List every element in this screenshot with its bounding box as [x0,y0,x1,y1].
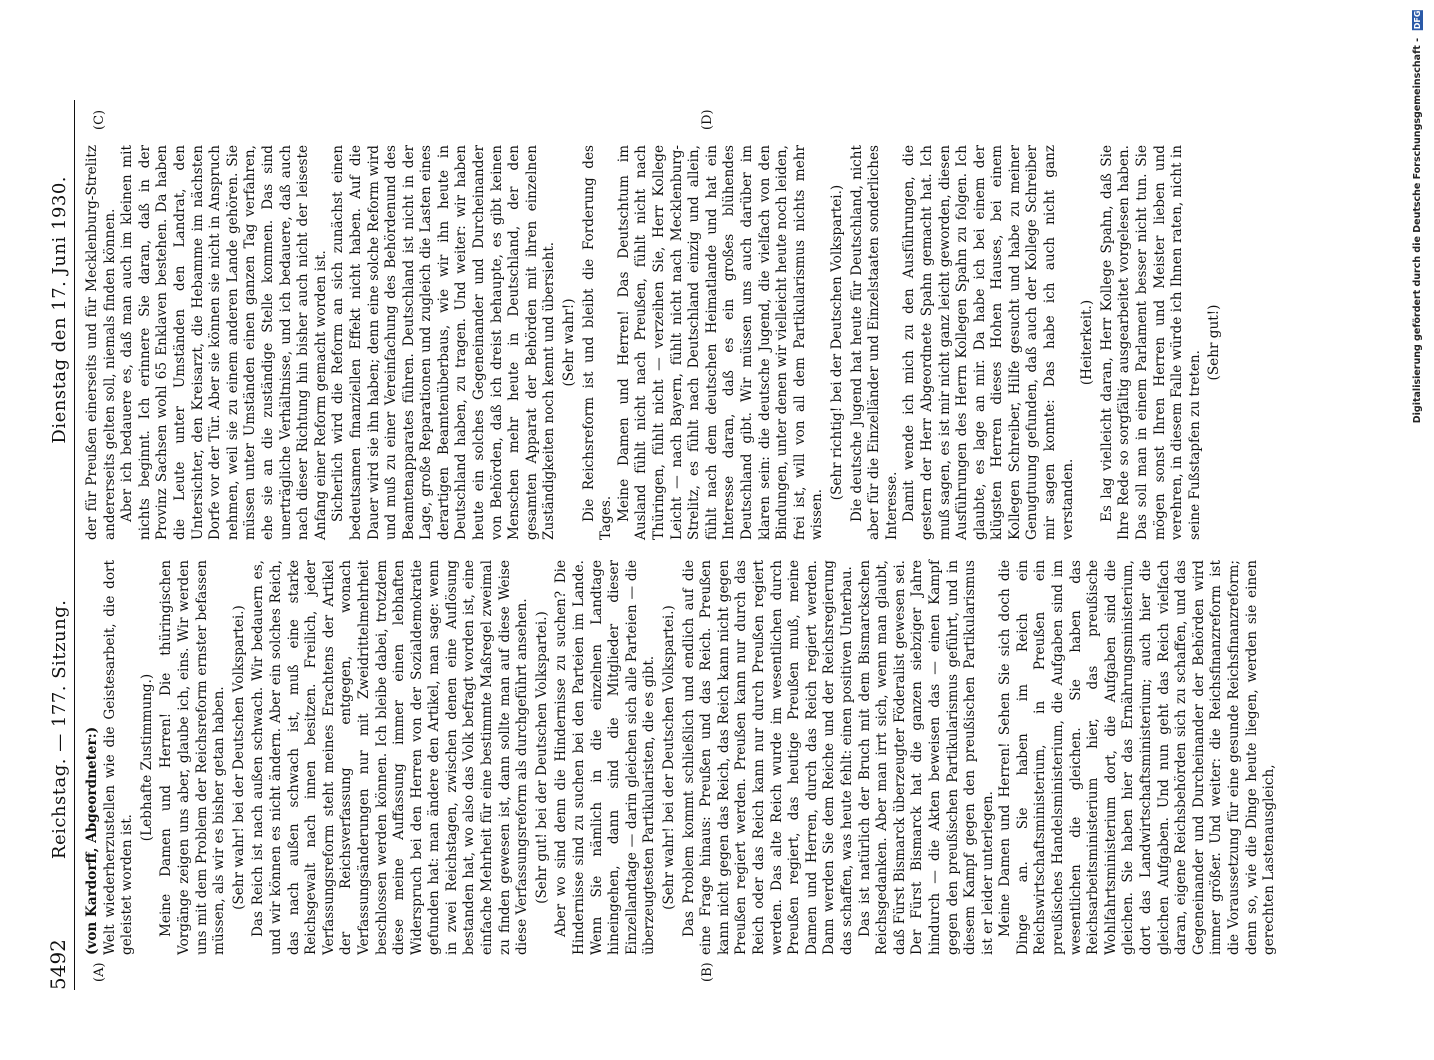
paragraph: Aber wo sind denn die Hindernisse zu suchen? Die Hindernisse sind zu suchen bei den Parteien im Lande. Wenn Sie nämlich in die einzelnen Landtage hineingehen, dann sind die Mitglieder dieser Einzellandtage — darin gleichen sich alle Parteien — die überzeugtesten Partikularisten, die es gibt. [553,560,658,955]
paragraph: Es lag vielleicht daran, Herr Kollege Spahn, daß Sie Ihre Rede so sorgfältig ausgearbeitet vorgelesen haben. Das soll man in einem Parlament besser nicht tun. Sie mögen sonst Ihren Herren und Meister lieben und verehren, in diesem Falle würde ich Ihnen raten, nicht in seine Fußstapfen zu treten. [1098,145,1203,540]
remark: (Sehr wahr!) [561,298,578,387]
session-title: Reichstag. — 177. Sitzung. [49,599,70,860]
margin-mark-b: (B) [700,962,715,982]
paragraph: Damit wende ich mich zu den Ausführungen, die gestern der Herr Abgeordnete Spahn gemacht hat. Ich muß sagen, es ist mir nicht ganz leicht geworden, diesen Ausführungen des Herrn Kollegen Spahn zu folgen. Ich glaubte, es lage an mir. Da habe ich bei einem der klügsten Herren dieses Hohen Hauses, bei einem Kollegen Schreiber, Hilfe gesucht und habe zu meiner Genugtuung gefunden, daß auch der Kollege Schreiber mir sagen konnte: Das habe ich auch nicht ganz verstanden. [901,145,1076,540]
page-header [30,100,75,990]
dfg-logo: DFG [1412,11,1422,30]
paragraph: Die deutsche Jugend hat heute für Deutschland, nicht aber für die Einzelländer und Einzelstaaten sonderliches Interesse. [848,145,900,540]
margin-mark-d: (D) [700,109,715,130]
margin-mark-c: (C) [92,109,107,130]
document-page [0,60,1300,1060]
page-number: 5492 [46,939,70,990]
paragraph: Das Reich ist nach außen schwach. Wir bedauern es, und wir können es nicht ändern. Aber ein solches Reich, das nach außen schwach ist, muß eine starke Reichsgewalt nach innen besitzen. Freilich, jeder Verfassungsreform steht meines Erachtens der Artikel der Reichsverfassung entgegen, wonach Verfassungsänderungen nur mit Zweidrittelmehrheit beschlossen werden können. Ich bleibe dabei, trotzdem diese meine Auffassung immer einen lebhaften Widerspruch bei den Herren von der Sozialdemokratie gefunden hat: man ändere den Artikel, man sage: wenn in zwei Reichstagen, zwischen denen eine Auflösung bestanden hat, wo also das Volk befragt worden ist, eine einfache Mehrheit für eine bestimmte Maßregel zweimal zu finden gewesen ist, dann sollte man auf diese Weise diese Verfassungsreform als durchgeführt ansehen. [250,560,531,955]
remark: (Heiterkeit.) [1079,299,1096,386]
paragraph: Meine Damen und Herren! Sehen Sie sich doch die Dinge an. Sie haben im Reich ein Reichswirtschaftsministerium, in Preußen ein preußisches Handelsministerium, die Aufgaben sind im wesentlichen die gleichen. Sie haben das Reichsarbeitsministerium hier, das preußische Wohlfahrtsministerium dort, die Aufgaben sind die gleichen. Sie haben hier das Ernährungsministerium, dort das Landwirtschaftsministerium; auch hier die gleichen Aufgaben. Und nun geht das Reich vielfach daran, eigene Reichsbehörden sich zu schaffen, und das Gegeneinander und Durcheinander der Behörden wird immer größer. Und weiter: die Reichsfinanzreform ist die Voraussetzung für eine gesunde Reichsfinanzreform; denn so, wie die Dinge heute liegen, werden sie einen gerechten Lastenausgleich, [997,560,1278,955]
paragraph: Meine Damen und Herren! Das Deutschtum im Ausland fühlt nicht nach Preußen, fühlt nicht nach Thüringen, fühlt nicht — verzeihen Sie, Herr Kollege Leicht — nach Bayern, fühlt nicht nach Mecklenburg-Strelitz, es fühlt nach Deutschland einzig und allein, fühlt nach dem deutschen Heimatlande und hat ein Interesse daran, daß es ein großes blühendes Deutschland gibt. Wir müssen uns auch darüber im klaren sein: die deutsche Jugend, die vielfach von den Bindungen, unter denen wir vielleicht heute noch leiden, frei ist, will von all dem Partikularismus nichts mehr wissen. [615,145,826,540]
paragraph: Meine Damen und Herren! Die thüringischen Vorgänge zeigen uns aber, glaube ich, eins. Wir werden uns mit dem Problem der Reichsreform ernster befassen müssen, als wir es bisher getan haben. [158,560,228,955]
remark: (Sehr wahr! bei der Deutschen Volkspartei.) [230,605,247,910]
speaker-line: (von Kardorff, Abgeordneter:) [84,726,100,955]
remark: (Sehr richtig! bei der Deutschen Volkspartei.) [828,184,845,501]
remark: (Sehr gut! bei der Deutschen Volkspartei.) [533,611,550,904]
paragraph: Sicherlich wird die Reform an sich zunächst einen bedeutsamen finanziellen Effekt nicht haben. Auf die Dauer wird sie ihn haben; denn eine solche Reform wird und muß zu einer Vereinfachung des Behördenund des Beamtenapparates führen. Deutschland ist nicht in der Lage, große Reparationen und zugleich die Lasten eines derartigen Beamtenüberbaus, wie wir ihn heute in Deutschland haben, zu tragen. Und weiter: wir haben heute ein solches Gegeneinander und Durcheinander von Behörden, daß ich dreist behaupte, es gibt keinen Menschen mehr heute in Deutschland, der den gesamten Apparat der Behörden mit ihren einzelnen Zuständigkeiten noch kennt und übersieht. [330,145,558,540]
left-column [84,560,1279,955]
credit-text: Digitalisierung gefördert durch die Deutsche Forschungsgemeinschaft - [1411,37,1423,424]
margin-mark-a: (A) [92,962,107,982]
digitization-credit [1404,0,1430,1000]
paragraph: Aber ich bedauere es, daß man auch im kleinen mit nichts beginnt. Ich erinnere Sie daran, daß in der Provinz Sachsen wohl 65 Enklaven bestehen. Da haben die Leute unter Umständen den Landrat, den Untersichter, den Kreisarzt, die Hebamme im nächsten Dorfe vor der Tür. Aber sie können sie nicht in Anspruch nehmen, weil sie zu einem anderen Lande gehören. Sie müssen unter Umständen einen ganzen Tag verfahren, ehe sie an die zuständige Stelle kommen. Das sind unerträgliche Verhältnisse, und ich bedauere, daß auch nach dieser Richtung hin bisher auch nicht der leiseste Anfang einer Reform gemacht worden ist. [119,145,329,540]
right-column [84,145,1226,540]
paragraph: der für Preußen einerseits und für Mecklenburg-Strelitz andererseits gelten soll, niemals finden können. [84,145,118,540]
credit-text-wrap [1412,10,1423,423]
paragraph: Die Reichsreform ist und bleibt die Forderung des Tages. [580,145,615,540]
session-date: Dienstag den 17. Juni 1930. [49,175,70,444]
paragraph: Das ist natürlich der Bruch mit dem Bismarckschen Reichsgedanken. Aber man irrt sich, wenn man glaubt, daß Fürst Bismarck überzeugter Föderalist gewesen sei. Der Fürst Bismarck hat die ganzen siebziger Jahre hindurch — die Akten beweisen das — einen Kampf gegen den preußischen Partikularismus geführt, und in diesem Kampf gegen den preußischen Partikularismus ist er leider unterlegen. [856,560,996,955]
paragraph: Das Problem kommt schließlich und endlich auf die eine Frage hinaus: Preußen und das Reich. Preußen kann nicht gegen das Reich, das Reich kann nicht gegen Preußen regiert werden. Preußen kann nur durch das Reich oder das Reich kann nur durch Preußen regiert werden. Das alte Reich wurde im wesentlichen durch Preußen regiert, das heutige Preußen muß, meine Damen und Herren, durch das Reich regiert werden. Dann werden Sie dem Reiche und der Reichsregierung das schaffen, was heute fehlt: einen positiven Unterbau. [680,560,855,955]
remark: (Sehr wahr! bei der Deutschen Volkspartei.) [661,605,677,910]
paragraph: Welt wiederherzustellen wie die Geistesarbeit, die dort geleistet worden ist. [101,560,136,955]
remark: (Lebhafte Zustimmung.) [138,673,155,842]
remark: (Sehr gut!) [1206,304,1223,381]
